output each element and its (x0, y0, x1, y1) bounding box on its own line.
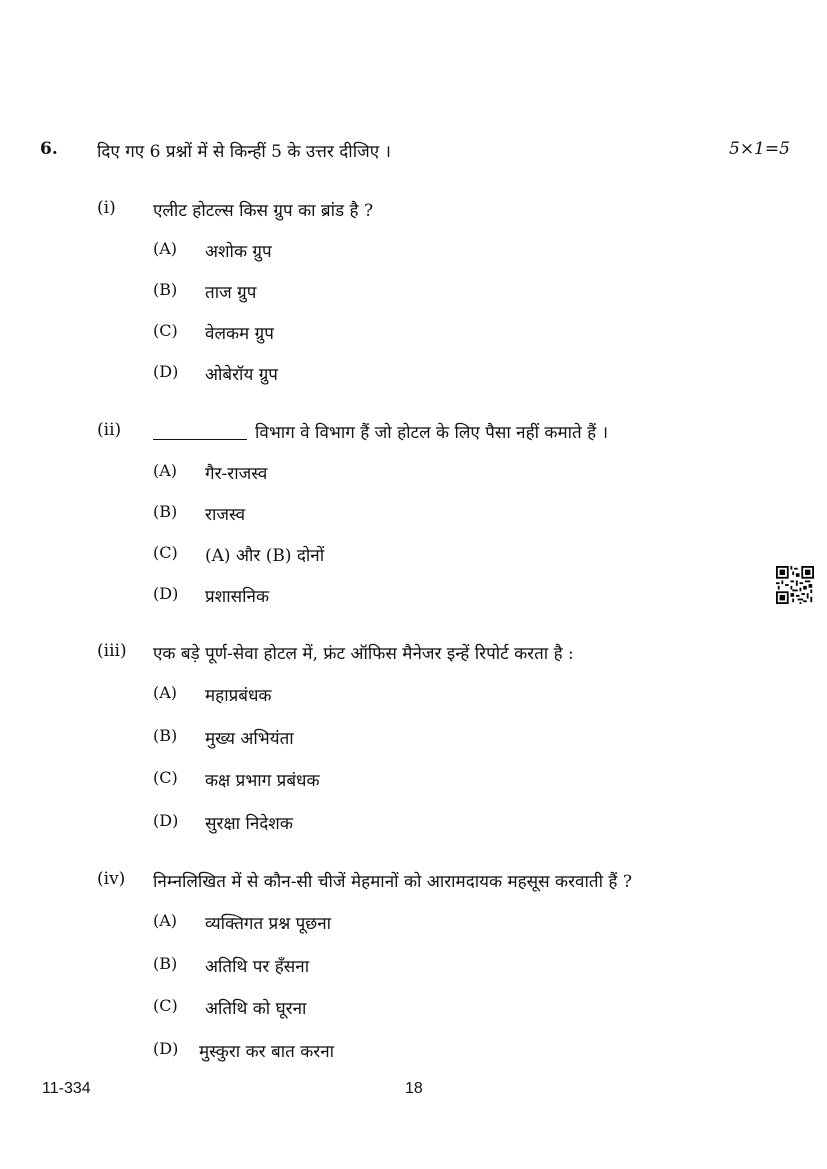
subquestion-label: (i) (97, 198, 116, 218)
subquestion-text: एक बड़े पूर्ण-सेवा होटल में, फ्रंट ऑफिस मैनेजर इन्हें रिपोर्ट करता है : (153, 644, 574, 664)
option-label: (C) (153, 768, 178, 787)
page-number: 18 (405, 1080, 423, 1097)
option-label: (C) (153, 996, 178, 1015)
question-instruction: दिए गए 6 प्रश्नों में से किन्हीं 5 के उत्तर दीजिए । (97, 142, 391, 162)
option-label: (A) (153, 911, 178, 930)
option-label: (B) (153, 502, 178, 521)
option-text: ओबेरॉय ग्रुप (205, 365, 278, 385)
option-label: (C) (153, 321, 178, 340)
fill-in-blank (153, 439, 247, 440)
option-label: (A) (153, 239, 178, 258)
option-label: (A) (153, 461, 178, 480)
option-text: ताज ग्रुप (205, 283, 257, 303)
option-text: गैर-राजस्व (205, 464, 268, 484)
option-label: (B) (153, 954, 178, 973)
option-label: (D) (153, 1039, 179, 1058)
option-label: (B) (153, 726, 178, 745)
option-text: महाप्रबंधक (205, 686, 272, 706)
option-text: वेलकम ग्रुप (205, 324, 274, 344)
paper-code: 11-334 (42, 1080, 91, 1097)
question-marks: 5×1=5 (729, 139, 790, 159)
option-text: सुरक्षा निदेशक (205, 814, 293, 834)
option-text: व्यक्तिगत प्रश्न पूछना (205, 914, 332, 934)
option-label: (D) (153, 584, 179, 603)
option-text: मुस्कुरा कर बात करना (199, 1042, 335, 1062)
option-text: मुख्य अभियंता (205, 729, 294, 749)
option-label: (B) (153, 280, 178, 299)
qr-code-icon (776, 566, 814, 604)
subquestion-text: एलीट होटल्स किस ग्रुप का ब्रांड है ? (153, 201, 374, 221)
option-text: अतिथि को घूरना (205, 999, 307, 1019)
option-label: (D) (153, 811, 179, 830)
subquestion-label: (iv) (97, 869, 126, 889)
option-text: राजस्व (205, 505, 246, 525)
option-text: प्रशासनिक (205, 587, 270, 607)
subquestion-text: विभाग वे विभाग हैं जो होटल के लिए पैसा नहीं कमाते हैं । (255, 423, 609, 443)
subquestion-label: (iii) (97, 641, 127, 661)
option-label: (D) (153, 362, 179, 381)
option-text: अतिथि पर हँसना (205, 957, 310, 977)
subquestion-label: (ii) (97, 420, 122, 440)
option-text: (A) और (B) दोनों (205, 546, 325, 566)
option-label: (A) (153, 683, 178, 702)
subquestion-text: निम्नलिखित में से कौन-सी चीजें मेहमानों को आरामदायक महसूस करवाती हैं ? (153, 872, 632, 892)
option-text: कक्ष प्रभाग प्रबंधक (205, 771, 320, 791)
option-label: (C) (153, 543, 178, 562)
question-number: 6. (40, 139, 58, 159)
option-text: अशोक ग्रुप (205, 242, 272, 262)
subquestion-row (153, 420, 608, 443)
